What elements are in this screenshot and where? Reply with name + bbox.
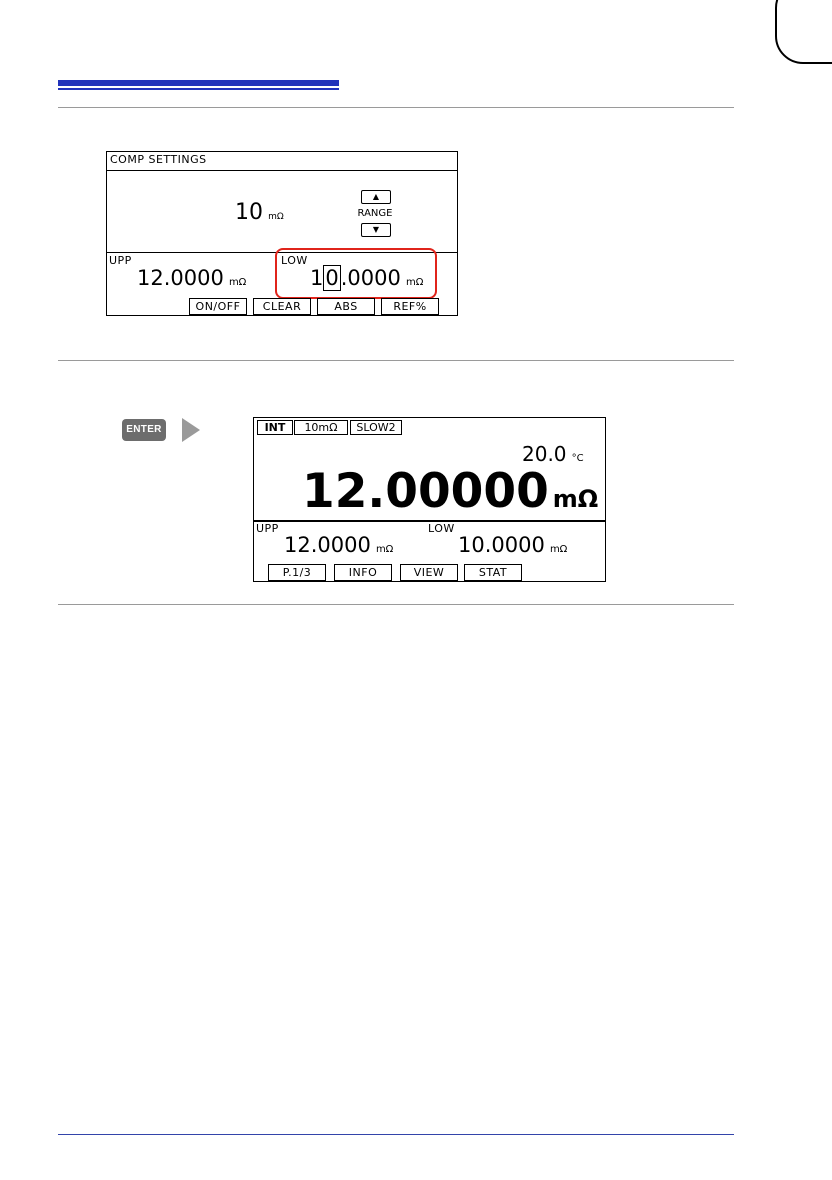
tag-speed: SLOW2 [350, 420, 402, 435]
divider-middle [58, 360, 734, 361]
fkey-view[interactable]: VIEW [400, 564, 458, 581]
low-label: LOW [281, 254, 308, 267]
footer-rule [58, 1134, 734, 1135]
low-display [310, 266, 423, 290]
range-label: RANGE [357, 208, 393, 219]
fkey-stat[interactable]: STAT [464, 564, 522, 581]
upp-unit: mΩ [228, 277, 247, 288]
function-key-bar [107, 298, 457, 315]
fkey-clear[interactable]: CLEAR [253, 298, 311, 315]
fkey-abs[interactable]: ABS [317, 298, 375, 315]
fkey-info[interactable]: INFO [334, 564, 392, 581]
low-value: 10.0000 [458, 533, 545, 557]
measurement-screen [253, 417, 606, 582]
function-key-bar [254, 564, 605, 581]
range-unit: mΩ [268, 212, 284, 222]
range-down-button[interactable]: ▼ [361, 223, 391, 237]
temperature-display [522, 442, 584, 466]
fkey-ref-percent[interactable]: REF% [381, 298, 439, 315]
main-value: 12.00000 [302, 464, 549, 519]
section-header-bar [58, 80, 339, 86]
section-header-underline [58, 88, 339, 90]
low-label: LOW [428, 522, 455, 535]
divider-top [58, 107, 734, 108]
fkey-page[interactable]: P.1/3 [268, 564, 326, 581]
tag-int: INT [257, 420, 293, 435]
title-divider [107, 170, 457, 171]
temperature-value: 20.0 [522, 442, 567, 466]
upp-display [284, 533, 393, 557]
arrow-right-icon [182, 418, 200, 442]
range-display [235, 200, 284, 225]
range-up-button[interactable]: ▲ [361, 190, 391, 204]
low-value-trailing: .0000 [340, 266, 401, 290]
upp-unit: mΩ [375, 544, 394, 555]
low-value-leading: 1 [310, 266, 324, 290]
range-value: 10 [235, 200, 263, 225]
low-unit: mΩ [549, 544, 568, 555]
tag-range: 10mΩ [294, 420, 348, 435]
comp-settings-screen [106, 151, 458, 316]
upp-label: UPP [256, 522, 279, 535]
low-unit: mΩ [405, 277, 424, 288]
upp-value: 12.0000 [284, 533, 371, 557]
screen-title: COMP SETTINGS [110, 153, 207, 166]
main-unit: mΩ [552, 485, 599, 513]
temperature-unit: °C [571, 453, 584, 464]
enter-key-icon: ENTER [122, 419, 166, 441]
page-tab-marker [775, 0, 832, 64]
divider-bottom [58, 604, 734, 605]
fkey-on-off[interactable]: ON/OFF [189, 298, 247, 315]
upp-display [137, 266, 246, 290]
low-display [458, 533, 567, 557]
upp-label: UPP [109, 254, 132, 267]
main-reading [302, 464, 598, 519]
upp-value: 12.0000 [137, 266, 224, 290]
low-value-cursor-digit[interactable]: 0 [325, 266, 339, 290]
